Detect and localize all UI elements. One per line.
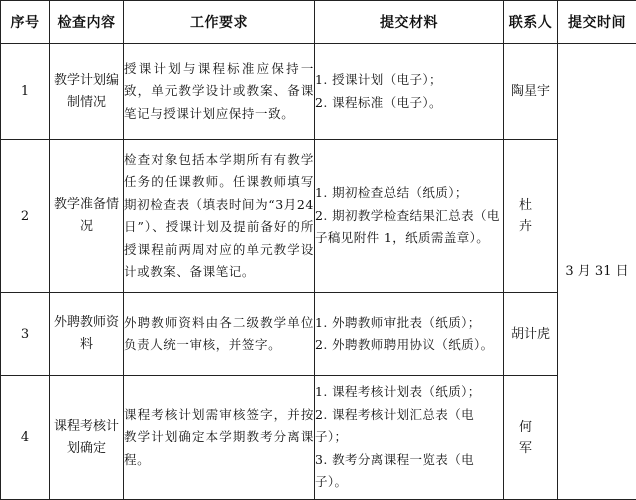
row-contact: 杜 卉: [504, 140, 558, 293]
table-row: [1, 376, 636, 500]
header-row: [1, 1, 636, 44]
row-category: 教学准备情况: [50, 140, 124, 293]
row-contact: 陶星宇: [504, 44, 558, 140]
row-category: 课程考核计划确定: [50, 376, 124, 500]
deadline-cell: 3 月 31 日: [558, 44, 636, 500]
row-requirement: 检查对象包括本学期所有有教学任务的任课教师。任课教师填写期初检查表（填表时间为“3月24日”）、授课计划及提前备好的所授课程前两周对应的单元教学设计或教案、备课笔记。: [124, 140, 315, 293]
table-row: [1, 293, 636, 376]
material-item: 3. 教考分离课程一览表（电子）。: [315, 449, 503, 494]
header-materials: 提交材料: [315, 1, 504, 44]
row-materials: [315, 44, 504, 140]
row-requirement: 外聘教师资料由各二级教学单位负责人统一审核，并签字。: [124, 293, 315, 376]
row-requirement: 课程考核计划需审核签字，并按教学计划确定本学期教考分离课程。: [124, 376, 315, 500]
row-contact: 胡计虎: [504, 293, 558, 376]
table-row: [1, 140, 636, 293]
header-deadline: 提交时间: [558, 1, 636, 44]
material-item: 2. 课程考核计划汇总表（电子）；: [315, 404, 503, 449]
row-seq: 3: [1, 293, 50, 376]
row-seq: 2: [1, 140, 50, 293]
header-seq: 序号: [1, 1, 50, 44]
header-contact: 联系人: [504, 1, 558, 44]
row-materials: [315, 293, 504, 376]
row-seq: 4: [1, 376, 50, 500]
table-row: [1, 44, 636, 140]
row-contact: 何 军: [504, 376, 558, 500]
row-seq: 1: [1, 44, 50, 140]
row-materials: [315, 140, 504, 293]
row-requirement: 授课计划与课程标准应保持一致，单元教学设计或教案、备课笔记与授课计划应保持一致。: [124, 44, 315, 140]
row-materials: [315, 376, 504, 500]
header-requirement: 工作要求: [124, 1, 315, 44]
material-item: 1. 授课计划（电子）；: [315, 69, 503, 92]
header-category: 检查内容: [50, 1, 124, 44]
material-item: 1. 外聘教师审批表（纸质）；: [315, 312, 503, 335]
row-category: 教学计划编制情况: [50, 44, 124, 140]
material-item: 1. 期初检查总结（纸质）；: [315, 182, 503, 205]
material-item: 2. 外聘教师聘用协议（纸质）。: [315, 334, 503, 357]
material-item: 2. 期初教学检查结果汇总表（电子稿见附件 1，纸质需盖章）。: [315, 205, 503, 250]
row-category: 外聘教师资料: [50, 293, 124, 376]
material-item: 1. 课程考核计划表（纸质）；: [315, 381, 503, 404]
material-item: 2. 课程标准（电子）。: [315, 92, 503, 115]
